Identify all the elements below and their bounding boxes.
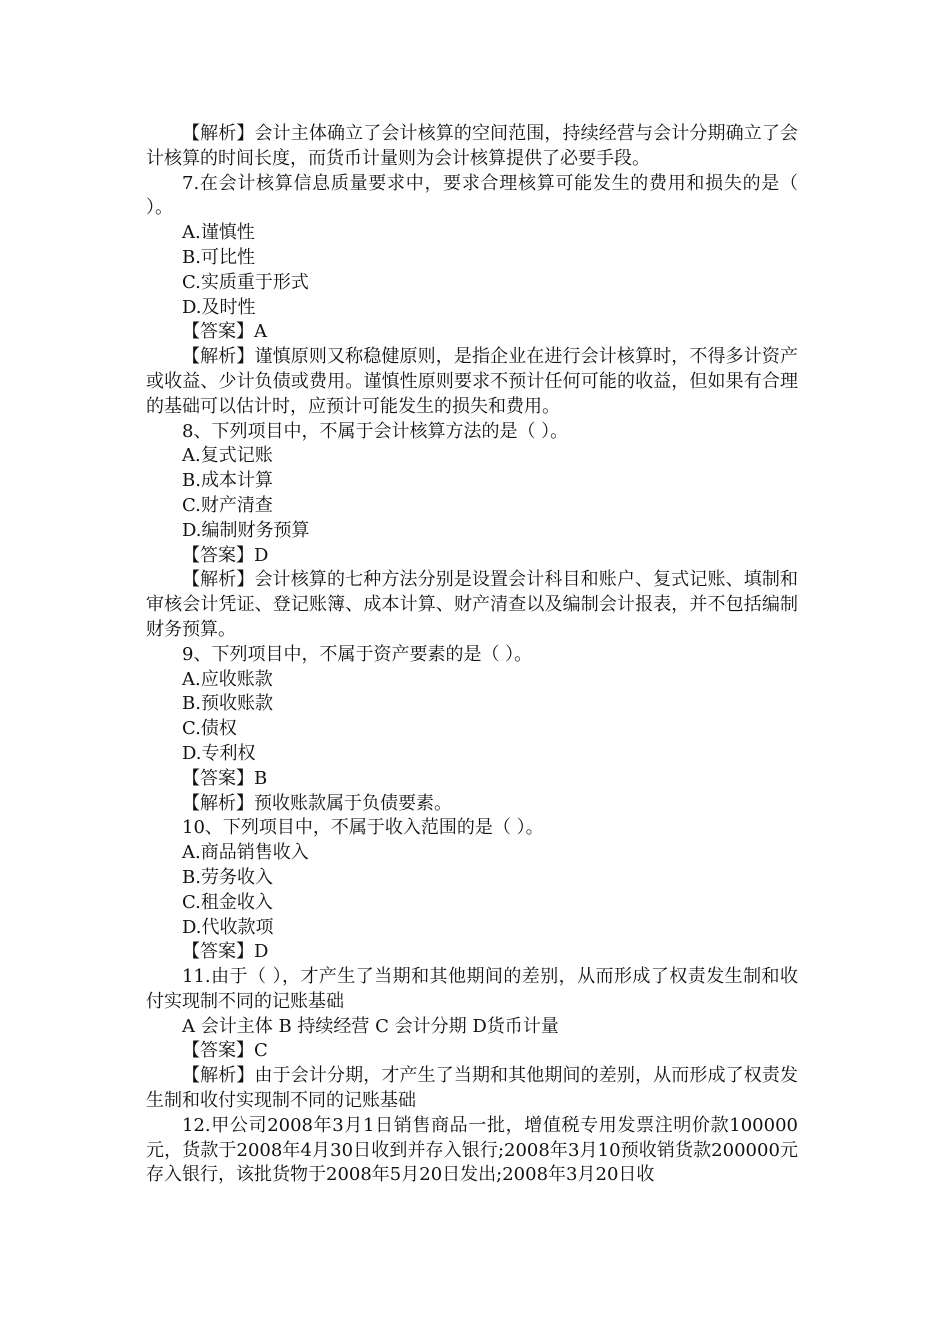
option-7b: B.可比性 — [182, 246, 255, 268]
analysis-11: 【解析】由于会计分期，才产生了当期和其他期间的差别，从而形成了权责发生制和收付实现制不同的记账基础 — [146, 1065, 798, 1112]
question-10: 10、下列项目中，不属于收入范围的是（ ）。 — [182, 817, 544, 839]
option-10b: B.劳务收入 — [182, 866, 273, 888]
answer-8: 【答案】D — [182, 544, 269, 566]
option-8b: B.成本计算 — [182, 470, 273, 492]
options-11: A 会计主体 B 持续经营 C 会计分期 D货币计量 — [182, 1015, 559, 1037]
document-body — [146, 122, 798, 1188]
option-9c: C.债权 — [182, 718, 237, 740]
question-9: 9、下列项目中，不属于资产要素的是（ ）。 — [182, 643, 533, 665]
option-8d: D.编制财务预算 — [182, 519, 310, 541]
option-7c: C.实质重于形式 — [182, 271, 309, 293]
analysis-9: 【解析】预收账款属于负债要素。 — [182, 792, 452, 814]
option-7d: D.及时性 — [182, 296, 256, 318]
answer-11: 【答案】C — [182, 1040, 268, 1062]
question-7: 7.在会计核算信息质量要求中，要求合理核算可能发生的费用和损失的是（ ）。 — [146, 172, 798, 219]
answer-9: 【答案】B — [182, 767, 268, 789]
option-8a: A.复式记账 — [182, 445, 273, 467]
option-9b: B.预收账款 — [182, 693, 273, 715]
analysis-q6: 【解析】会计主体确立了会计核算的空间范围，持续经营与会计分期确立了会计核算的时间长度，而货币计量则为会计核算提供了必要手段。 — [146, 123, 798, 169]
option-9a: A.应收账款 — [182, 668, 273, 690]
answer-7: 【答案】A — [182, 321, 267, 343]
option-9d: D.专利权 — [182, 742, 256, 764]
question-11: 11.由于（ ），才产生了当期和其他期间的差别，从而形成了权责发生制和收付实现制不同的记账基础 — [146, 966, 798, 1012]
question-8: 8、下列项目中，不属于会计核算方法的是（ ）。 — [182, 420, 569, 442]
option-7a: A.谨慎性 — [182, 222, 255, 244]
option-10a: A.商品销售收入 — [182, 842, 309, 864]
analysis-7: 【解析】谨慎原则又称稳健原则，是指企业在进行会计核算时，不得多计资产或收益、少计负债或费用。谨慎性原则要求不预计任何可能的收益，但如果有合理的基础可以估计时，应预计可能发生的损失和费用。 — [146, 346, 798, 417]
option-8c: C.财产清查 — [182, 494, 273, 516]
question-12: 12.甲公司2008年3月1日销售商品一批，增值税专用发票注明价款100000元，货款于2008年4月30日收到并存入银行;2008年3月10预收销货款200000元存入银行，该批货物于2008年5月20日发出;2008年3月20日收 — [146, 1114, 798, 1186]
answer-10: 【答案】D — [182, 941, 269, 963]
option-10c: C.租金收入 — [182, 891, 273, 913]
option-10d: D.代收款项 — [182, 916, 274, 938]
analysis-8: 【解析】会计核算的七种方法分别是设置会计科目和账户、复式记账、填制和审核会计凭证、登记账簿、成本计算、财产清查以及编制会计报表，并不包括编制财务预算。 — [146, 569, 798, 640]
